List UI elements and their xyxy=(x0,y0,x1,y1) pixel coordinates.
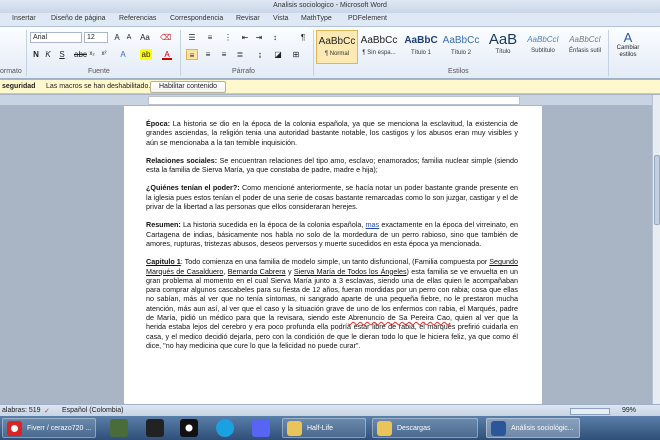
relaciones-label: Relaciones sociales: xyxy=(146,155,218,165)
ribbon xyxy=(0,27,660,79)
style-preview: AaBbCcI xyxy=(527,35,559,44)
folder-icon xyxy=(287,421,302,436)
word-count[interactable]: alabras: 519 xyxy=(2,407,41,414)
document-area[interactable] xyxy=(0,106,652,404)
capitulo-marques: Segundo Marqués de Casalduero xyxy=(146,257,519,276)
discord-icon[interactable] xyxy=(252,419,270,437)
borders-icon[interactable]: ⊞ xyxy=(292,50,300,59)
poder-text: Como mencioné anteriormente, se hacía notar un poder bastante grande presente en la iglesia pues estos tenían el poder de una serie de cosas bastante remarcadas como lo son juzgar, castigar y el de privar de la libertad a las personas que ellos consideraran herejes. xyxy=(146,183,518,212)
text-effects-icon[interactable]: A xyxy=(120,50,126,59)
font-size-box[interactable]: 12 xyxy=(84,32,108,43)
resumen-mas: mas xyxy=(365,220,380,230)
status-bar xyxy=(0,404,660,416)
epoca-label: Época: xyxy=(146,119,170,128)
epoca-text: La historia se dio en la época de la colonia española, ya que se menciona la esclavitud, la existencia de grandes asciendas, la religión tenia una autoridad bastante notable, los castigos y los abusos eran muy visibles y aún se mencionaba a la tan temible inquisición. xyxy=(146,119,518,147)
group-label-formato: ormato xyxy=(0,68,22,75)
style-name: ¶ Sin espa... xyxy=(362,50,396,56)
proofing-icon[interactable]: ✓ xyxy=(44,408,50,415)
resumen-text: La historia sucedida en la época de la colonia española, xyxy=(180,220,366,230)
shading-icon[interactable]: ◪ xyxy=(274,50,282,59)
taskbar-label: Fiverr / cerazo720 ... xyxy=(27,425,92,432)
ribbon-separator xyxy=(26,30,27,76)
taskbar xyxy=(0,416,660,440)
decrease-indent-icon[interactable]: ⇤ xyxy=(241,33,249,42)
taskbar-descargas[interactable] xyxy=(372,418,478,438)
paragraph-poder[interactable] xyxy=(146,183,518,211)
highlight-icon[interactable]: ab xyxy=(141,50,151,59)
tab-correspondencia[interactable]: Correspondencia xyxy=(170,15,224,22)
style-subtitulo[interactable] xyxy=(522,30,564,64)
font-color-icon[interactable]: A xyxy=(162,49,172,60)
tab-referencias[interactable]: Referencias xyxy=(119,15,157,22)
style-name: Énfasis sutil xyxy=(568,48,601,54)
ribbon-separator xyxy=(180,30,181,76)
taskbar-label: Análisis sociológic... xyxy=(511,425,574,432)
capitulo-text: ) esta familia se ve envuelta en un gran problema al momento en el cual Sierva María junto a 3 esclavas, siendo una de ellas quien le acompañaban para comprar algunos cascabeles para su fiesta de 12 años, fueran mordidas por un perro con rabia; cosa que ellas no sabían, más al ver que no tenía síntomas, ni sangrado aparte de una pequeña fiebre, no le prestaron mucha atención, más aun así, al ver que el caso y la situación grave de uno de los enfermos con rabia, el Marqués, padre de María, pidió un médico para que la revisara, siendo este xyxy=(146,266,519,323)
capitulo-text: , xyxy=(223,266,228,276)
taskbar-label: Descargas xyxy=(397,425,431,432)
change-styles-label: Cambiar estilos xyxy=(616,45,640,58)
ribbon-tabs xyxy=(0,13,660,27)
grow-font-icon[interactable]: A xyxy=(114,33,120,42)
style-enfasis-sutil[interactable] xyxy=(564,30,606,64)
increase-indent-icon[interactable]: ⇥ xyxy=(255,33,263,42)
scrollbar-thumb[interactable] xyxy=(654,155,660,225)
bold-icon[interactable]: N xyxy=(33,50,39,59)
strikethrough-icon[interactable]: abc xyxy=(74,50,87,59)
bullets-icon[interactable]: ☰ xyxy=(188,33,196,42)
taskbar-opera[interactable] xyxy=(2,418,96,438)
document-body[interactable] xyxy=(146,119,518,359)
taskbar-half-life[interactable] xyxy=(282,418,366,438)
numbering-icon[interactable]: ≡ xyxy=(207,33,213,42)
ribbon-separator xyxy=(608,30,609,76)
capitulo-text: : Todo comienza en una familia de modelo simple, un tanto disfuncional, (Familia compuesta por xyxy=(180,257,490,267)
group-label-fuente: Fuente xyxy=(88,68,110,75)
word-icon xyxy=(491,421,506,436)
subscript-icon[interactable]: x₂ xyxy=(89,51,95,57)
paragraph-epoca[interactable] xyxy=(146,119,518,147)
zoom-level[interactable]: 99% xyxy=(622,407,637,414)
clear-format-icon[interactable]: ⌫ xyxy=(160,33,172,42)
underline-icon[interactable]: S xyxy=(59,50,65,59)
align-right-icon[interactable]: ≡ xyxy=(221,50,227,59)
style-preview: AaB xyxy=(488,31,518,48)
tab-insertar[interactable]: Insertar xyxy=(12,15,36,22)
superscript-icon[interactable]: x² xyxy=(101,51,107,57)
capitulo-text: y xyxy=(285,266,294,276)
tab-mathtype[interactable]: MathType xyxy=(301,15,332,22)
security-message-bar xyxy=(0,80,660,94)
change-styles-icon: A xyxy=(623,30,633,45)
multilevel-list-icon[interactable]: ⋮ xyxy=(224,33,232,42)
style-normal[interactable] xyxy=(316,30,358,64)
enable-content-button[interactable]: Habilitar contenido xyxy=(150,81,226,93)
folder-icon xyxy=(377,421,392,436)
style-preview: AaBbCc xyxy=(442,35,480,46)
style-preview: AaBbCcI xyxy=(569,35,601,44)
style-titulo-2[interactable] xyxy=(440,30,482,64)
capitulo-abrenuncio: Abrenuncio de Sa Pereira Cao xyxy=(348,313,450,323)
resumen-label: Resumen: xyxy=(146,220,181,230)
ruler-track xyxy=(148,96,520,105)
tab-pdfelement[interactable]: PDFelement xyxy=(348,15,387,22)
capitulo-bernarda: Bernarda Cabrera xyxy=(227,266,286,276)
align-left-icon[interactable]: ≡ xyxy=(186,49,198,60)
vertical-scrollbar[interactable] xyxy=(652,95,660,404)
paragraph-relaciones[interactable] xyxy=(146,156,518,175)
taskbar-label: Half-Life xyxy=(307,425,334,432)
style-preview: AaBbCc xyxy=(360,35,398,46)
style-name: Título 1 xyxy=(410,50,431,56)
sort-icon[interactable]: ↕ xyxy=(273,33,277,42)
ribbon-separator xyxy=(313,30,314,76)
skype-icon[interactable] xyxy=(216,419,234,437)
capitulo-sierva: Sierva María de Todos los Ángeles xyxy=(293,266,407,276)
style-preview: AaBbC xyxy=(404,35,438,46)
style-titulo[interactable] xyxy=(482,30,524,64)
style-name: ¶ Normal xyxy=(324,51,350,57)
view-buttons[interactable] xyxy=(570,408,610,415)
language-indicator[interactable]: Español (Colombia) xyxy=(62,407,124,414)
paragraph-resumen[interactable] xyxy=(146,220,518,248)
tab-vista[interactable]: Vista xyxy=(273,15,289,22)
style-sin-espaciado[interactable] xyxy=(358,30,400,64)
microphone-icon[interactable] xyxy=(146,419,164,437)
capitulo-label: Capitulo 1 xyxy=(146,257,181,267)
relaciones-text: Se encuentran relaciones del tipo amo, esclavo; enamorados; familia nuclear simple (siendo esta la familia de Sierva María, ya que constaba de padre, madre e hija); xyxy=(146,155,518,175)
style-preview: AaBbCc xyxy=(318,36,356,47)
style-name: Título xyxy=(495,49,511,55)
horizontal-ruler[interactable] xyxy=(0,95,660,106)
shrink-font-icon[interactable]: A xyxy=(126,34,132,41)
document-page[interactable] xyxy=(124,106,542,404)
change-case-icon[interactable]: Aa xyxy=(140,33,150,42)
game-icon[interactable] xyxy=(110,419,128,437)
tab-diseno[interactable]: Diseño de página xyxy=(51,15,106,22)
poder-label: ¿Quiénes tenían el poder?: xyxy=(146,183,240,193)
tab-revisar[interactable]: Revisar xyxy=(236,15,260,22)
style-titulo-1[interactable] xyxy=(400,30,442,64)
show-marks-icon[interactable]: ¶ xyxy=(300,33,306,42)
window-title: Analisis sociologico - Microsoft Word xyxy=(273,2,387,9)
message-bar-text: Las macros se han deshabilitado. xyxy=(46,83,151,90)
justify-icon[interactable]: ≣ xyxy=(236,50,244,59)
title-bar xyxy=(0,0,660,13)
style-name: Subtítulo xyxy=(531,48,555,54)
change-styles-button[interactable] xyxy=(612,30,644,66)
line-spacing-icon[interactable]: ↨ xyxy=(258,50,262,59)
group-label-estilos: Estilos xyxy=(448,68,469,75)
group-label-parrafo: Párrafo xyxy=(232,68,255,75)
align-center-icon[interactable]: ≡ xyxy=(205,50,211,59)
paragraph-capitulo-1[interactable] xyxy=(146,257,518,350)
resumen-text: exactamente en la época del virreinato, en Cartagena de indias, básicamente nos habla no solo de la mordedura de un perro rabioso, sino que también de amores, rupturas, tristezas abusos, deseos perversos y muerte sucedidos en esta época ya mencionada. xyxy=(146,220,518,248)
obs-icon[interactable] xyxy=(180,419,198,437)
font-name-box[interactable]: Arial xyxy=(30,32,82,43)
message-bar-title: seguridad xyxy=(2,83,36,90)
italic-icon[interactable]: K xyxy=(45,50,51,59)
style-name: Título 2 xyxy=(450,50,471,56)
opera-icon xyxy=(7,421,22,436)
taskbar-word[interactable] xyxy=(486,418,580,438)
capitulo-text: , quien al ver que la herida estaba lejos del cerebro y era poco profunda ella podría estar libre de rabia, el marqués prefirió cuidarla en casa, y el medico decidió dejarla, pero con la condición de que le dieran todo lo que le hiciera feliz, ya que como él dice, "no hay medicina que cure lo que la felicidad no puede curar". xyxy=(146,313,518,350)
